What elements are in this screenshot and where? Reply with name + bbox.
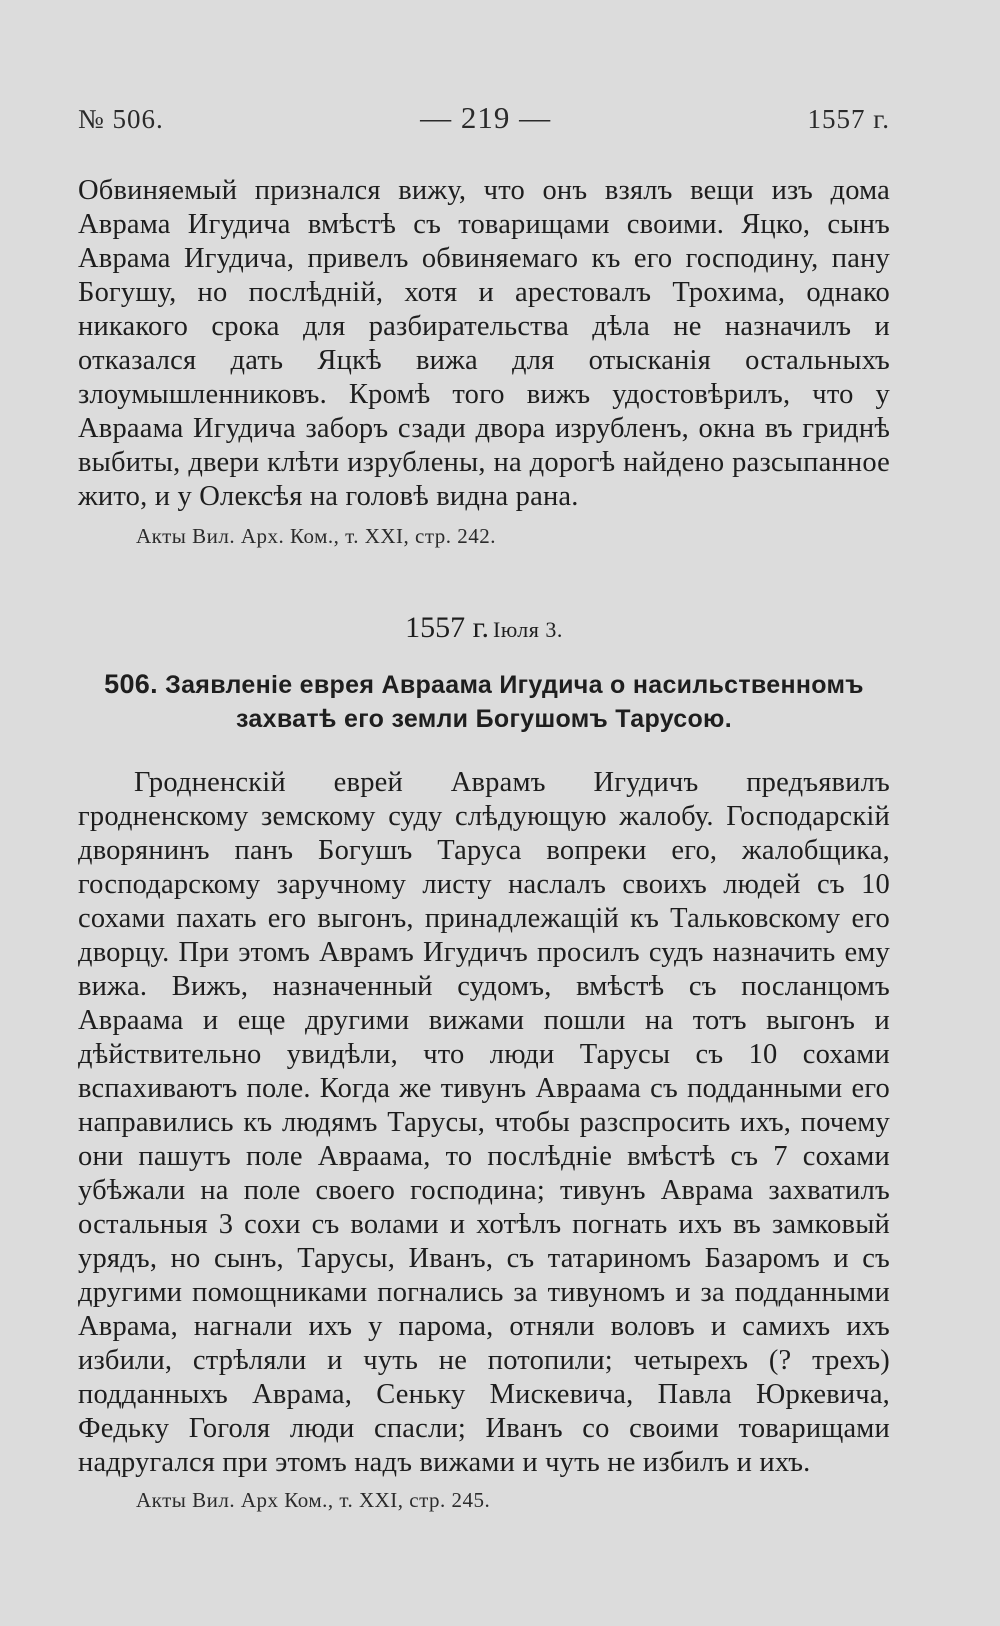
header-year: 1557 г. [807,104,890,134]
running-header [78,100,890,136]
entry-title: Заявленiе еврея Авраама Игудича о насильственномъ захватѣ его земли Богушомъ Тарусою. [165,671,864,733]
page-number: — 219 — [420,100,552,135]
previous-entry-paragraph: Обвиняемый признался вижу, что онъ взялъ вещи изъ дома Аврама Игудича вмѣстѣ съ товарищами своими. Яцко, сынъ Аврама Игудича, привелъ обвиняемаго къ его господину, пану Богушу, но послѣднiй, хотя и арестовалъ Трохима, однако никакого срока для разбирательства дѣла не назначилъ и отказался дать Яцкѣ вижа для отысканiя остальныхъ злоумышленниковъ. Кромѣ того вижъ удостовѣрилъ, что у Авраама Игудича заборъ сзади двора изрубленъ, окна въ гриднѣ выбиты, двери клѣти изрублены, на дорогѣ найдено разсыпанное жито, и у Олексѣя на головѣ видна рана. [78,175,890,512]
entry-date-day: Iюля 3. [493,617,563,642]
entry-paragraph: Гродненскiй еврей Аврамъ Игудичъ предъявилъ гродненскому земскому суду слѣдующую жалобу. Господарскiй дворянинъ панъ Богушъ Таруса вопреки его, жалобщика, господарскому заручному листу наслалъ своихъ людей съ 10 сохами пахать его выгонъ, принадлежащiй къ Тальковскому его дворцу. При этомъ Аврамъ Игудичъ просилъ судъ назначить ему вижа. Вижъ, назначенный судомъ, вмѣстѣ съ посланцомъ Авраама и еще другими вижами пошли на тотъ выгонъ и дѣйствительно увидѣли, что люди Тарусы съ 10 сохами вспахиваютъ поле. Когда же тивунъ Авраама съ подданными его направились къ людямъ Тарусы, чтобы разспросить ихъ, почему они пашутъ поле Авраама, то послѣднiе вмѣстѣ съ 7 сохами убѣжали на поле своего господина; тивунъ Аврама захватилъ остальныя 3 сохи съ волами и хотѣлъ погнать ихъ въ замковый урядъ, но сынъ, Тарусы, Иванъ, съ татариномъ Базаромъ и съ другими помощниками погнались за тивуномъ и за подданными Аврама, нагнали ихъ у парома, отняли воловъ и самихъ ихъ избили, стрѣляли и чуть не потопили; четырехъ (? трехъ) подданныхъ Аврама, Сеньку Мискевича, Павла Юркевича, Федьку Гоголя люди спасли; Иванъ со своими товарищами надругался при этомъ надъ вижами и чуть не избилъ и ихъ. [78,767,890,1478]
previous-entry-source: Акты Вил. Арх. Ком., т. XXI, стр. 242. [136,524,497,548]
entry-source: Акты Вил. Арх Ком., т. XXI, стр. 245. [136,1488,491,1512]
document-page [78,100,890,1513]
document-number: № 506. [78,104,164,134]
entry-heading [78,667,890,736]
entry-number: 506. [104,669,158,699]
entry-date [78,611,890,645]
entry-date-year: 1557 г. [405,611,490,644]
